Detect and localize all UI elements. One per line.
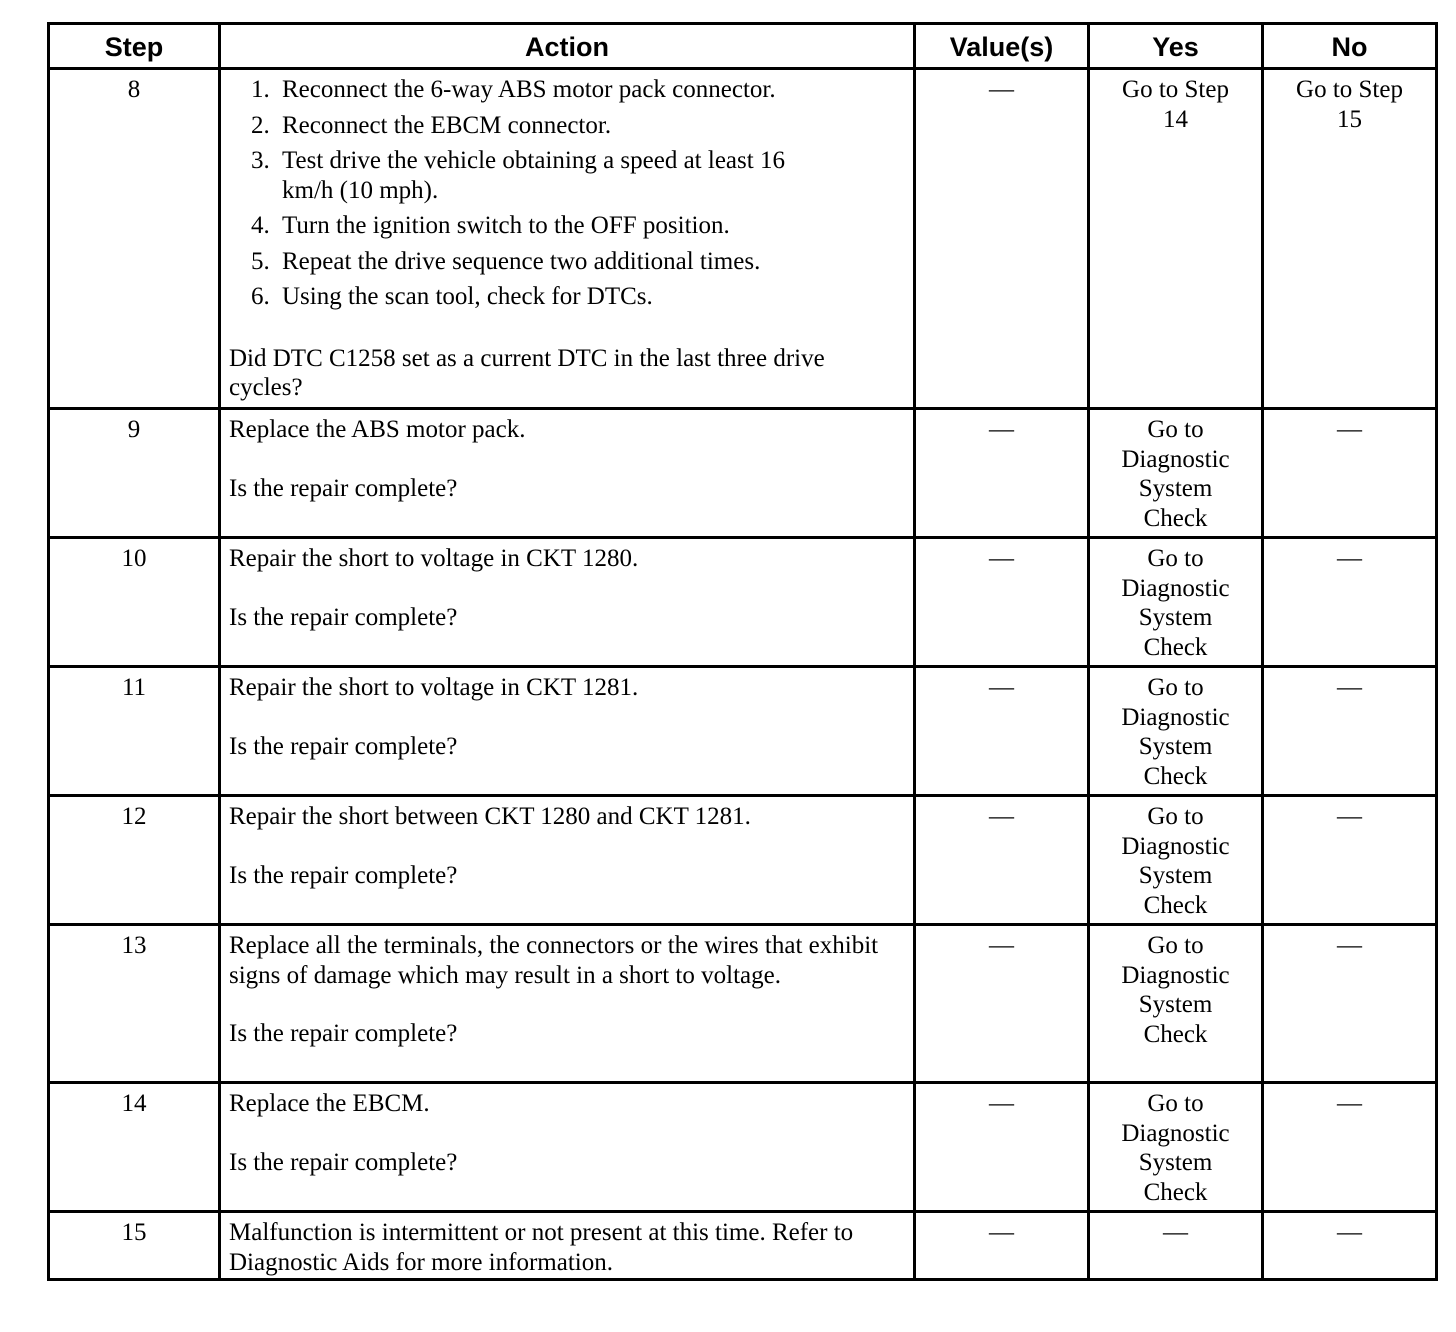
action-text: Malfunction is intermittent or not present at this time. Refer to Diagnostic Aids for more information. — [229, 1219, 854, 1276]
step-number: 10 — [49, 538, 220, 667]
header-values: Value(s) — [915, 24, 1089, 69]
action-question: Is the repair complete? — [229, 474, 458, 502]
action-cell — [220, 796, 915, 925]
action-cell — [220, 69, 915, 409]
table-row-step-11 — [49, 667, 1437, 796]
yes-cell: — — [1089, 1212, 1263, 1280]
action-question: Did DTC C1258 set as a current DTC in the last three drive cycles? — [229, 344, 825, 401]
values-cell: — — [915, 1212, 1089, 1280]
table-row-step-14 — [49, 1083, 1437, 1212]
table-row-step-13 — [49, 925, 1437, 1083]
table-row-step-12 — [49, 796, 1437, 925]
table-row-step-15 — [49, 1212, 1437, 1280]
no-cell: — — [1263, 1212, 1437, 1280]
header-yes: Yes — [1089, 24, 1263, 69]
action-cell — [220, 667, 915, 796]
step-number: 9 — [49, 409, 220, 538]
header-action: Action — [220, 24, 915, 69]
action-cell — [220, 1212, 915, 1280]
step-number: 14 — [49, 1083, 220, 1212]
yes-cell: Go to Diagnostic System Check — [1089, 796, 1263, 925]
header-step: Step — [49, 24, 220, 69]
table-row-step-9 — [49, 409, 1437, 538]
action-text: Repair the short between CKT 1280 and CKT 1281. — [229, 803, 751, 830]
action-text: Repair the short to voltage in CKT 1281. — [229, 674, 639, 701]
no-cell: — — [1263, 1083, 1437, 1212]
action-question: Is the repair complete? — [229, 1148, 458, 1176]
no-cell: — — [1263, 538, 1437, 667]
step-number: 8 — [49, 69, 220, 409]
header-row — [49, 24, 1437, 69]
values-cell: — — [915, 69, 1089, 409]
no-cell: Go to Step 15 — [1263, 69, 1437, 409]
action-text: Replace all the terminals, the connectors or the wires that exhibit signs of damage which may result in a short to voltage. — [229, 932, 879, 989]
yes-cell: Go to Diagnostic System Check — [1089, 409, 1263, 538]
values-cell: — — [915, 925, 1089, 1083]
values-cell: — — [915, 667, 1089, 796]
header-no: No — [1263, 24, 1437, 69]
values-cell: — — [915, 796, 1089, 925]
table-row-step-10 — [49, 538, 1437, 667]
yes-cell: Go to Diagnostic System Check — [1089, 667, 1263, 796]
yes-cell: Go to Diagnostic System Check — [1089, 925, 1263, 1083]
action-cell — [220, 1083, 915, 1212]
no-cell: — — [1263, 925, 1437, 1083]
no-cell: — — [1263, 409, 1437, 538]
action-question: Is the repair complete? — [229, 1020, 458, 1047]
step-number: 11 — [49, 667, 220, 796]
no-cell: — — [1263, 796, 1437, 925]
action-cell — [220, 538, 915, 667]
values-cell: — — [915, 538, 1089, 667]
action-question: Is the repair complete? — [229, 732, 458, 760]
action-cell — [220, 925, 915, 1083]
procedure-list — [229, 75, 903, 312]
procedure-step: 6. Using the scan tool, check for DTCs. — [251, 283, 653, 310]
procedure-step: 5. Repeat the drive sequence two additional times. — [251, 247, 761, 275]
values-cell: — — [915, 409, 1089, 538]
no-cell: — — [1263, 667, 1437, 796]
table-body — [49, 69, 1437, 1280]
action-cell — [220, 409, 915, 538]
action-text: Repair the short to voltage in CKT 1280. — [229, 545, 639, 572]
procedure-step: 3. Test drive the vehicle obtaining a speed at least 16 km/h (10 mph). — [251, 147, 785, 204]
procedure-step: 4. Turn the ignition switch to the OFF position. — [251, 212, 730, 239]
action-question: Is the repair complete? — [229, 861, 458, 889]
yes-cell: Go to Step 14 — [1089, 69, 1263, 409]
procedure-step: 2. Reconnect the EBCM connector. — [251, 111, 612, 139]
yes-cell: Go to Diagnostic System Check — [1089, 1083, 1263, 1212]
action-text: Replace the EBCM. — [229, 1090, 430, 1117]
diagnostic-table — [47, 22, 1438, 1281]
action-question: Is the repair complete? — [229, 603, 458, 631]
table-header — [49, 24, 1437, 69]
step-number: 12 — [49, 796, 220, 925]
action-text: Replace the ABS motor pack. — [229, 416, 526, 443]
values-cell: — — [915, 1083, 1089, 1212]
table-row-step-8 — [49, 69, 1437, 409]
step-number: 15 — [49, 1212, 220, 1280]
step-number: 13 — [49, 925, 220, 1083]
yes-cell: Go to Diagnostic System Check — [1089, 538, 1263, 667]
procedure-step: 1. Reconnect the 6-way ABS motor pack connector. — [251, 76, 776, 103]
